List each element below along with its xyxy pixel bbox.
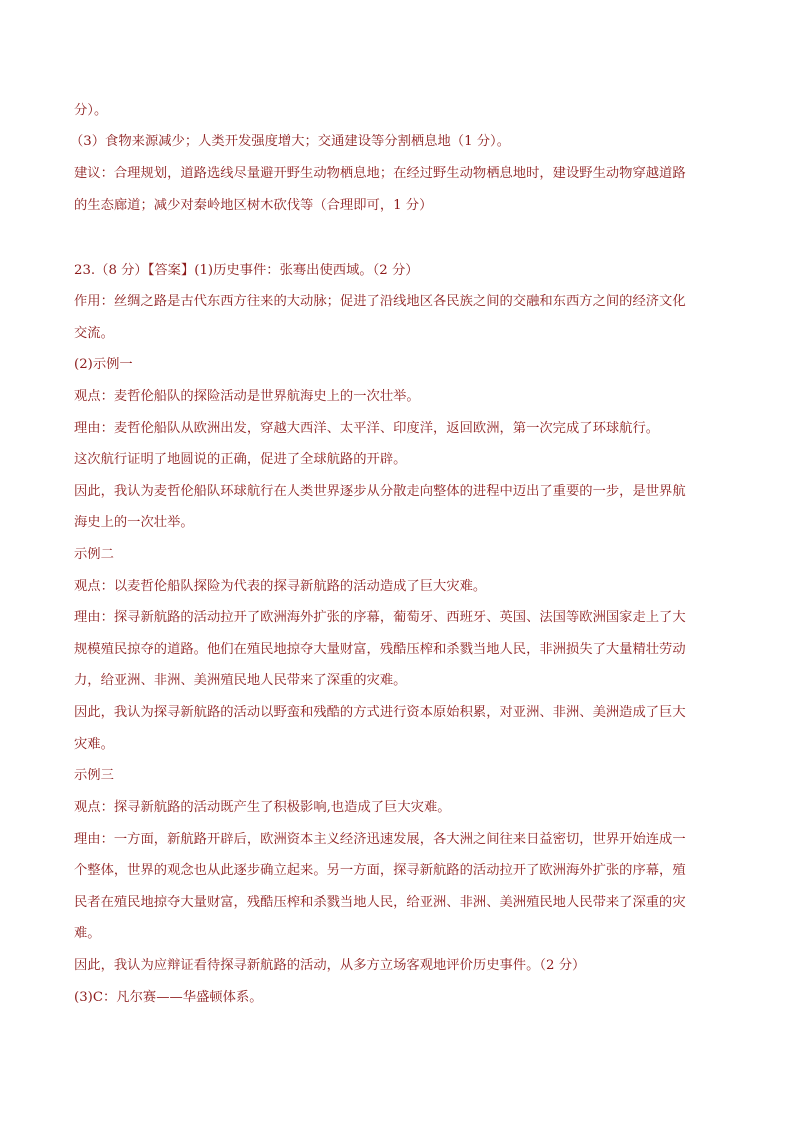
text-line: (2)示例一 [74,357,133,372]
text-line: 理由：麦哲伦船队从欧洲出发，穿越大西洋、太平洋、印度洋，返回欧洲，第一次完成了环球航行。 [74,421,660,436]
text-line: 示例三 [74,768,114,783]
text-line: 的生态廊道；减少对秦岭地区树木砍伐等（合理即可，1 分） [74,198,433,213]
text-line: 海史上的一次壮举。 [74,515,194,530]
text-line: 观点：探寻新航路的活动既产生了积极影响,也造成了巨大灾难。 [74,800,451,815]
text-line: 个整体，世界的观念也从此逐步确立起来。另一方面，探寻新航路的活动拉开了欧洲海外扩张的序幕，殖 [74,863,686,878]
text-line: （3）食物来源减少；人类开发强度增大；交通建设等分割栖息地（1 分）。 [70,134,510,149]
text-line: 理由：探寻新航路的活动拉开了欧洲海外扩张的序幕，葡萄牙、西班牙、英国、法国等欧洲国家走上了大 [74,610,686,625]
text-line: 力，给亚洲、非洲、美洲殖民地人民带来了深重的灾难。 [74,673,407,688]
text-line: 观点：麦哲伦船队的探险活动是世界航海史上的一次壮举。 [74,389,420,404]
text-line: (3)C：凡尔赛——华盛顿体系。 [74,990,263,1005]
text-line: 交流。 [74,326,114,341]
text-line: 23.（8 分）【答案】(1)历史事件：张骞出使西域。（2 分） [74,263,419,278]
text-line: 因此，我认为麦哲伦船队环球航行在人类世界逐步从分散走向整体的进程中迈出了重要的一步，是世界航 [74,484,686,499]
text-line: 因此，我认为探寻新航路的活动以野蛮和残酷的方式进行资本原始积累，对亚洲、非洲、美洲造成了巨大 [74,705,686,720]
text-line: 建议：合理规划，道路选线尽量避开野生动物栖息地；在经过野生动物栖息地时，建设野生动物穿越道路 [74,166,686,181]
text-line: 因此，我认为应辩证看待探寻新航路的活动，从多方立场客观地评价历史事件。（2 分） [74,958,586,973]
text-line: 作用：丝绸之路是古代东西方往来的大动脉；促进了沿线地区各民族之间的交融和东西方之间的经济文化 [74,294,686,309]
text-line: 这次航行证明了地圆说的正确，促进了全球航路的开辟。 [74,452,407,467]
text-line: 示例二 [74,547,114,562]
text-line: 分）。 [74,103,108,118]
text-line: 难。 [74,926,101,941]
text-line: 灾难。 [74,737,114,752]
text-line: 民者在殖民地掠夺大量财富，残酷压榨和杀戮当地人民，给亚洲、非洲、美洲殖民地人民带来了深重的灾 [74,895,686,910]
text-line: 观点：以麦哲伦船队探险为代表的探寻新航路的活动造成了巨大灾难。 [74,579,487,594]
text-line: 理由：一方面，新航路开辟后，欧洲资本主义经济迅速发展，各大洲之间往来日益密切，世界开始连成一 [74,832,686,847]
text-line: 规模殖民掠夺的道路。他们在殖民地掠夺大量财富，残酷压榨和杀戮当地人民，非洲损失了大量精壮劳动 [74,642,686,657]
